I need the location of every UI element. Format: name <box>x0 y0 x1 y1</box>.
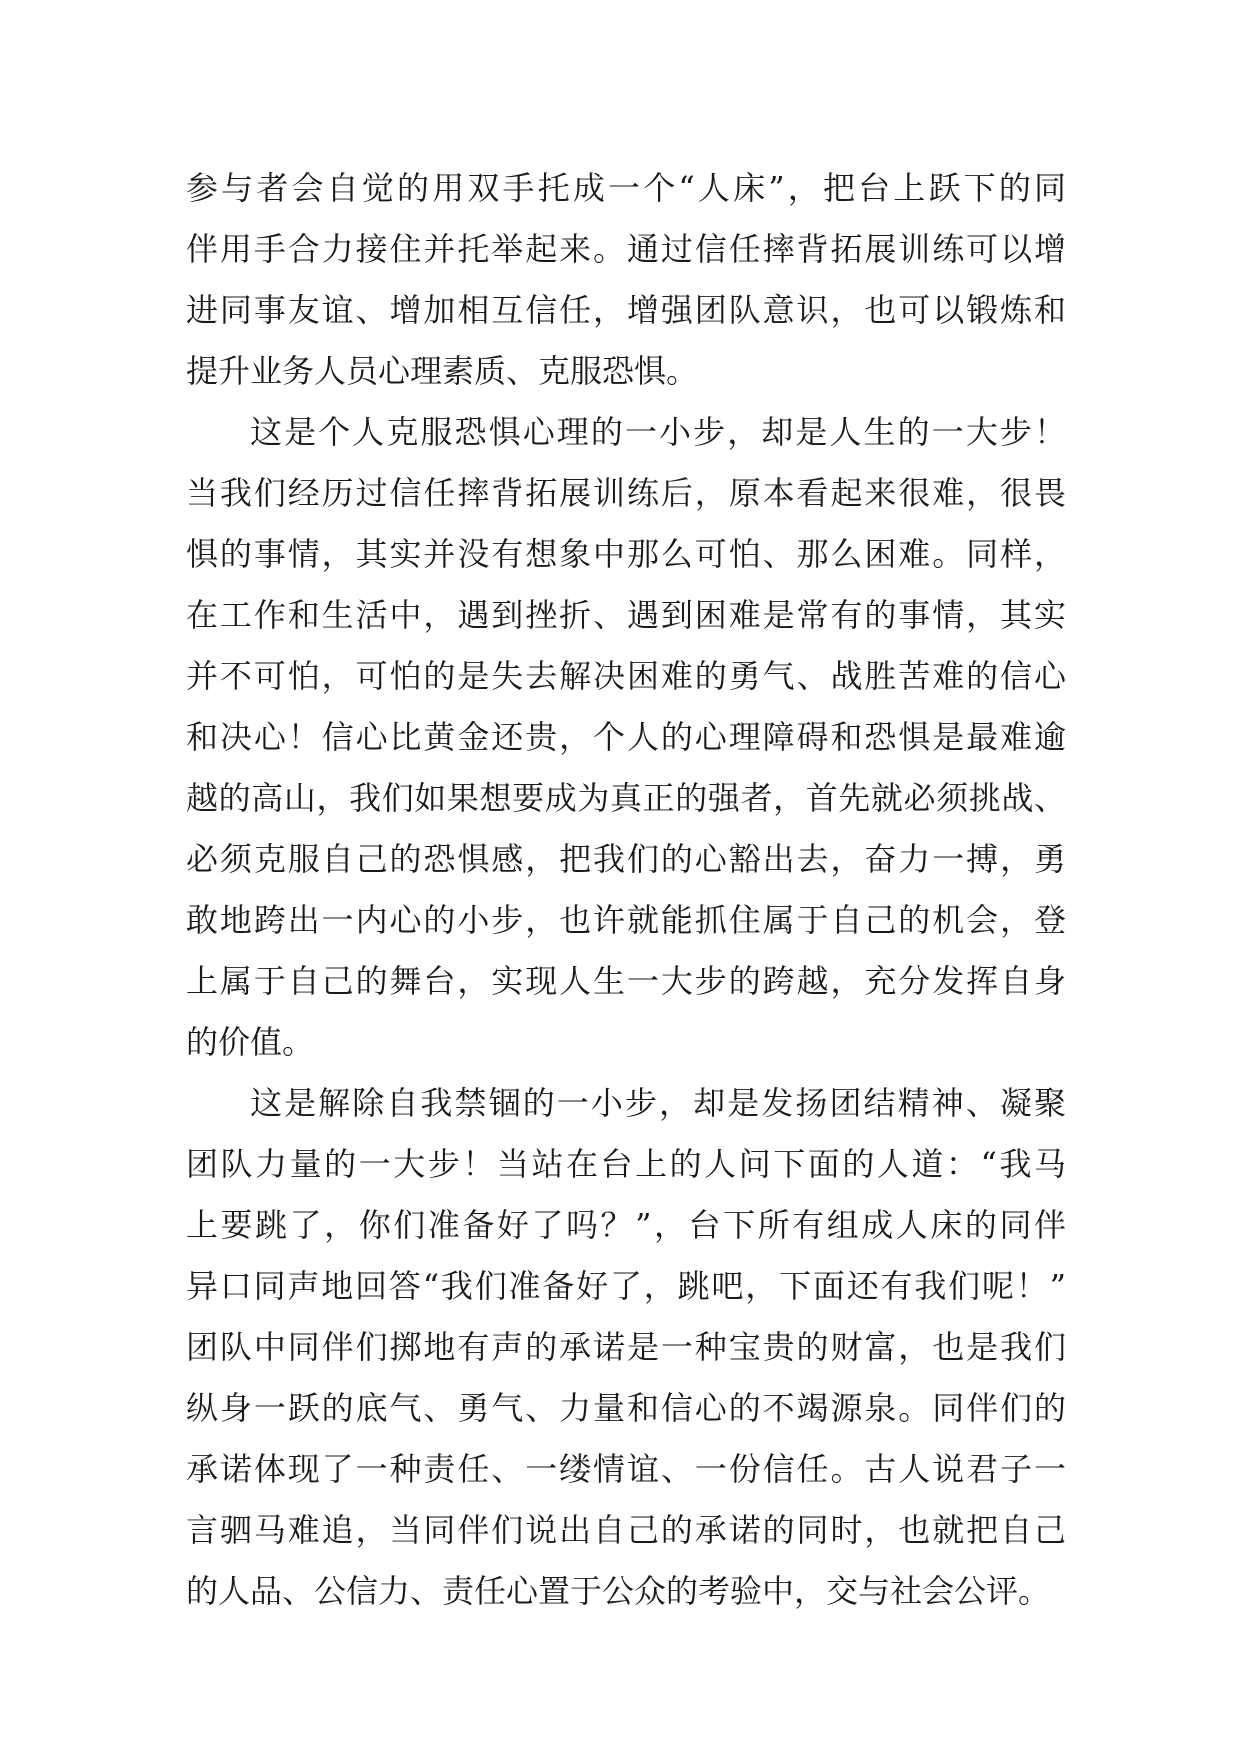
paragraph-1-line-2: 伴用手合力接住并托举起来。通过信任摔背拓展训练可以增 <box>186 230 1066 268</box>
paragraph-3-line-2: 团队力量的一大步！当站在台上的人问下面的人道：“我马 <box>186 1145 1066 1183</box>
body-text <box>186 158 1066 1622</box>
paragraph-3-line-9: 的人品、公信力、责任心置于公众的考验中，交与社会公评。 <box>186 1572 1051 1610</box>
paragraph-3-line-8: 言驷马难追，当同伴们说出自己的承诺的同时，也就把自己 <box>186 1511 1066 1549</box>
paragraph-2-line-1: 这是个人克服恐惧心理的一小步，却是人生的一大步！ <box>250 413 1066 451</box>
paragraph-2-line-11: 的价值。 <box>186 1023 315 1061</box>
paragraph-2-line-9: 敢地跨出一内心的小步，也许就能抓住属于自己的机会，登 <box>186 901 1066 939</box>
paragraph-1-line-1: 参与者会自觉的用双手托成一个“人床”，把台上跃下的同 <box>186 169 1066 207</box>
paragraph-3-line-5: 团队中同伴们掷地有声的承诺是一种宝贵的财富，也是我们 <box>186 1328 1066 1366</box>
paragraph-3-line-1: 这是解除自我禁锢的一小步，却是发扬团结精神、凝聚 <box>250 1084 1066 1122</box>
paragraph-2-line-5: 并不可怕，可怕的是失去解决困难的勇气、战胜苦难的信心 <box>186 657 1066 695</box>
paragraph-2-line-10: 上属于自己的舞台，实现人生一大步的跨越，充分发挥自身 <box>186 962 1066 1000</box>
paragraph-1-line-4: 提升业务人员心理素质、克服恐惧。 <box>186 352 699 390</box>
paragraph-2-line-8: 必须克服自己的恐惧感，把我们的心豁出去，奋力一搏，勇 <box>186 840 1066 878</box>
paragraph-1-line-3: 进同事友谊、增加相互信任，增强团队意识，也可以锻炼和 <box>186 291 1066 329</box>
paragraph-3-line-6: 纵身一跃的底气、勇气、力量和信心的不竭源泉。同伴们的 <box>186 1389 1066 1427</box>
paragraph-2-line-3: 惧的事情，其实并没有想象中那么可怕、那么困难。同样， <box>186 535 1066 573</box>
paragraph-3-line-3: 上要跳了，你们准备好了吗？”，台下所有组成人床的同伴 <box>186 1206 1066 1244</box>
paragraph-2-line-6: 和决心！信心比黄金还贵，个人的心理障碍和恐惧是最难逾 <box>186 718 1066 756</box>
paragraph-3-line-4: 异口同声地回答“我们准备好了，跳吧，下面还有我们呢！” <box>186 1267 1066 1305</box>
paragraph-2-line-2: 当我们经历过信任摔背拓展训练后，原本看起来很难，很畏 <box>186 474 1066 512</box>
paragraph-2-line-7: 越的高山，我们如果想要成为真正的强者，首先就必须挑战、 <box>186 779 1066 817</box>
paragraph-2-line-4: 在工作和生活中，遇到挫折、遇到困难是常有的事情，其实 <box>186 596 1066 634</box>
paragraph-3-line-7: 承诺体现了一种责任、一缕情谊、一份信任。古人说君子一 <box>186 1450 1066 1488</box>
